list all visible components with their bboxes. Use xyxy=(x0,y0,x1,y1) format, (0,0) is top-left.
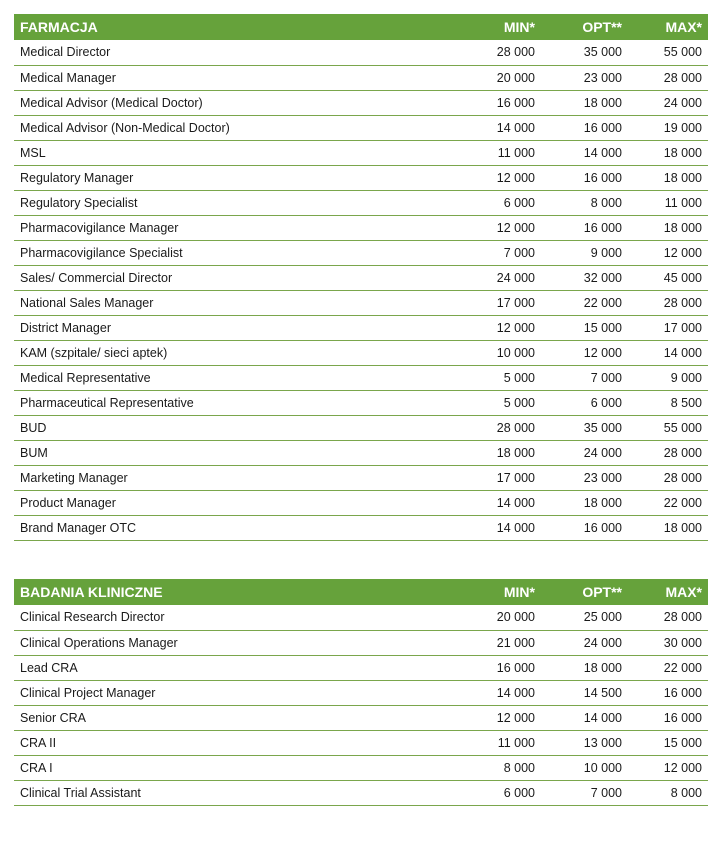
table-row xyxy=(14,240,708,265)
opt-cell: 18 000 xyxy=(541,90,628,115)
max-cell: 28 000 xyxy=(628,290,708,315)
table-row xyxy=(14,340,708,365)
table-row xyxy=(14,65,708,90)
badania-table xyxy=(14,579,708,806)
table-row xyxy=(14,165,708,190)
max-cell: 15 000 xyxy=(628,730,708,755)
max-cell: 16 000 xyxy=(628,680,708,705)
table-row xyxy=(14,630,708,655)
role-cell: Medical Director xyxy=(14,40,454,65)
role-cell: Pharmacovigilance Specialist xyxy=(14,240,454,265)
opt-cell: 35 000 xyxy=(541,415,628,440)
role-cell: Brand Manager OTC xyxy=(14,515,454,540)
max-cell: 11 000 xyxy=(628,190,708,215)
table-row xyxy=(14,190,708,215)
max-cell: 8 000 xyxy=(628,780,708,805)
min-cell: 12 000 xyxy=(454,705,541,730)
max-cell: 45 000 xyxy=(628,265,708,290)
opt-cell: 14 500 xyxy=(541,680,628,705)
min-cell: 6 000 xyxy=(454,190,541,215)
opt-cell: 16 000 xyxy=(541,515,628,540)
min-cell: 24 000 xyxy=(454,265,541,290)
table-row xyxy=(14,705,708,730)
max-cell: 28 000 xyxy=(628,605,708,630)
opt-cell: 7 000 xyxy=(541,780,628,805)
min-cell: 16 000 xyxy=(454,655,541,680)
opt-cell: 16 000 xyxy=(541,215,628,240)
farmacja-header xyxy=(14,14,708,40)
min-cell: 12 000 xyxy=(454,215,541,240)
header-opt: OPT** xyxy=(582,584,622,600)
max-cell: 12 000 xyxy=(628,240,708,265)
opt-cell: 24 000 xyxy=(541,630,628,655)
max-cell: 18 000 xyxy=(628,215,708,240)
header-min: MIN* xyxy=(503,584,535,600)
table-row xyxy=(14,440,708,465)
table-row xyxy=(14,215,708,240)
header-min: MIN* xyxy=(503,19,535,35)
role-cell: MSL xyxy=(14,140,454,165)
role-cell: BUD xyxy=(14,415,454,440)
opt-cell: 16 000 xyxy=(541,165,628,190)
table-row xyxy=(14,365,708,390)
badania-title: BADANIA KLINICZNE xyxy=(20,584,163,600)
opt-cell: 25 000 xyxy=(541,605,628,630)
role-cell: Medical Manager xyxy=(14,65,454,90)
role-cell: Pharmaceutical Representative xyxy=(14,390,454,415)
farmacja-table xyxy=(14,14,708,541)
table-row xyxy=(14,490,708,515)
table-row xyxy=(14,680,708,705)
role-cell: Lead CRA xyxy=(14,655,454,680)
role-cell: Clinical Trial Assistant xyxy=(14,780,454,805)
table-row xyxy=(14,115,708,140)
table-row xyxy=(14,140,708,165)
min-cell: 16 000 xyxy=(454,90,541,115)
opt-cell: 32 000 xyxy=(541,265,628,290)
role-cell: Clinical Project Manager xyxy=(14,680,454,705)
role-cell: Marketing Manager xyxy=(14,465,454,490)
max-cell: 17 000 xyxy=(628,315,708,340)
min-cell: 20 000 xyxy=(454,605,541,630)
min-cell: 12 000 xyxy=(454,165,541,190)
table-row xyxy=(14,730,708,755)
opt-cell: 10 000 xyxy=(541,755,628,780)
min-cell: 28 000 xyxy=(454,40,541,65)
min-cell: 28 000 xyxy=(454,415,541,440)
max-cell: 22 000 xyxy=(628,490,708,515)
max-cell: 28 000 xyxy=(628,440,708,465)
role-cell: District Manager xyxy=(14,315,454,340)
role-cell: Regulatory Manager xyxy=(14,165,454,190)
role-cell: BUM xyxy=(14,440,454,465)
header-max: MAX* xyxy=(665,584,702,600)
table-row xyxy=(14,605,708,630)
max-cell: 55 000 xyxy=(628,415,708,440)
max-cell: 24 000 xyxy=(628,90,708,115)
opt-cell: 6 000 xyxy=(541,390,628,415)
role-cell: KAM (szpitale/ sieci aptek) xyxy=(14,340,454,365)
max-cell: 55 000 xyxy=(628,40,708,65)
min-cell: 7 000 xyxy=(454,240,541,265)
table-row xyxy=(14,265,708,290)
opt-cell: 18 000 xyxy=(541,655,628,680)
opt-cell: 23 000 xyxy=(541,465,628,490)
max-cell: 9 000 xyxy=(628,365,708,390)
max-cell: 22 000 xyxy=(628,655,708,680)
opt-cell: 12 000 xyxy=(541,340,628,365)
min-cell: 5 000 xyxy=(454,390,541,415)
min-cell: 11 000 xyxy=(454,730,541,755)
min-cell: 14 000 xyxy=(454,490,541,515)
farmacja-title: FARMACJA xyxy=(20,19,98,35)
role-cell: Pharmacovigilance Manager xyxy=(14,215,454,240)
opt-cell: 16 000 xyxy=(541,115,628,140)
opt-cell: 14 000 xyxy=(541,140,628,165)
role-cell: Medical Advisor (Non-Medical Doctor) xyxy=(14,115,454,140)
role-cell: Senior CRA xyxy=(14,705,454,730)
badania-body xyxy=(14,605,708,805)
opt-cell: 23 000 xyxy=(541,65,628,90)
role-cell: Clinical Operations Manager xyxy=(14,630,454,655)
opt-cell: 24 000 xyxy=(541,440,628,465)
header-opt: OPT** xyxy=(582,19,622,35)
min-cell: 14 000 xyxy=(454,680,541,705)
max-cell: 18 000 xyxy=(628,165,708,190)
opt-cell: 22 000 xyxy=(541,290,628,315)
min-cell: 14 000 xyxy=(454,115,541,140)
table-row xyxy=(14,415,708,440)
min-cell: 12 000 xyxy=(454,315,541,340)
min-cell: 6 000 xyxy=(454,780,541,805)
role-cell: Medical Representative xyxy=(14,365,454,390)
table-row xyxy=(14,290,708,315)
max-cell: 8 500 xyxy=(628,390,708,415)
min-cell: 11 000 xyxy=(454,140,541,165)
min-cell: 8 000 xyxy=(454,755,541,780)
farmacja-body xyxy=(14,40,708,540)
table-row xyxy=(14,90,708,115)
role-cell: Product Manager xyxy=(14,490,454,515)
table-row xyxy=(14,780,708,805)
opt-cell: 14 000 xyxy=(541,705,628,730)
role-cell: Clinical Research Director xyxy=(14,605,454,630)
header-max: MAX* xyxy=(665,19,702,35)
min-cell: 17 000 xyxy=(454,465,541,490)
role-cell: Sales/ Commercial Director xyxy=(14,265,454,290)
opt-cell: 9 000 xyxy=(541,240,628,265)
table-row xyxy=(14,390,708,415)
max-cell: 30 000 xyxy=(628,630,708,655)
opt-cell: 35 000 xyxy=(541,40,628,65)
min-cell: 10 000 xyxy=(454,340,541,365)
opt-cell: 18 000 xyxy=(541,490,628,515)
max-cell: 14 000 xyxy=(628,340,708,365)
max-cell: 28 000 xyxy=(628,65,708,90)
table-row xyxy=(14,655,708,680)
min-cell: 21 000 xyxy=(454,630,541,655)
max-cell: 18 000 xyxy=(628,140,708,165)
max-cell: 28 000 xyxy=(628,465,708,490)
badania-header xyxy=(14,579,708,605)
max-cell: 18 000 xyxy=(628,515,708,540)
role-cell: CRA II xyxy=(14,730,454,755)
role-cell: Regulatory Specialist xyxy=(14,190,454,215)
max-cell: 16 000 xyxy=(628,705,708,730)
min-cell: 17 000 xyxy=(454,290,541,315)
table-row xyxy=(14,515,708,540)
min-cell: 5 000 xyxy=(454,365,541,390)
min-cell: 20 000 xyxy=(454,65,541,90)
role-cell: National Sales Manager xyxy=(14,290,454,315)
table-row xyxy=(14,315,708,340)
opt-cell: 8 000 xyxy=(541,190,628,215)
table-row xyxy=(14,755,708,780)
max-cell: 19 000 xyxy=(628,115,708,140)
min-cell: 14 000 xyxy=(454,515,541,540)
opt-cell: 13 000 xyxy=(541,730,628,755)
max-cell: 12 000 xyxy=(628,755,708,780)
opt-cell: 15 000 xyxy=(541,315,628,340)
table-row xyxy=(14,465,708,490)
table-row xyxy=(14,40,708,65)
opt-cell: 7 000 xyxy=(541,365,628,390)
role-cell: Medical Advisor (Medical Doctor) xyxy=(14,90,454,115)
role-cell: CRA I xyxy=(14,755,454,780)
min-cell: 18 000 xyxy=(454,440,541,465)
